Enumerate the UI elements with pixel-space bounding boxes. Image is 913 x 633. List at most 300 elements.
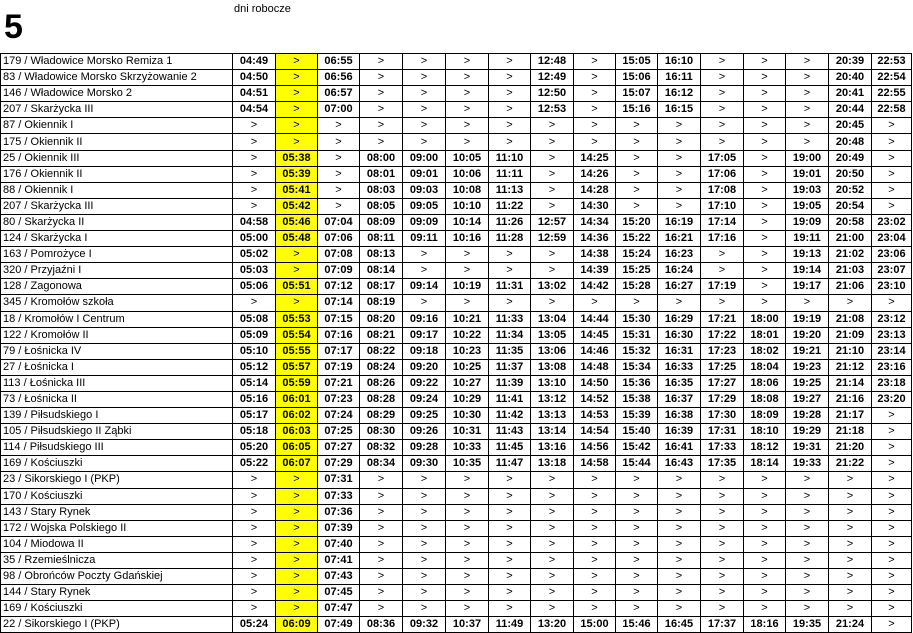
skipped-cell: >: [489, 585, 531, 601]
skipped-cell: >: [276, 552, 318, 568]
departure-time: 14:25: [574, 150, 616, 166]
departure-time: 23:12: [872, 311, 912, 327]
departure-time: 05:18: [233, 424, 276, 440]
skipped-cell: >: [829, 552, 872, 568]
skipped-cell: >: [276, 295, 318, 311]
departure-time: 14:38: [574, 247, 616, 263]
skipped-cell: >: [744, 198, 786, 214]
departure-time: 08:32: [360, 440, 403, 456]
skipped-cell: >: [872, 134, 912, 150]
skipped-cell: >: [531, 263, 574, 279]
departure-time: 23:20: [872, 391, 912, 407]
departure-time: 05:59: [276, 375, 318, 391]
departure-time: 11:33: [489, 311, 531, 327]
skipped-cell: >: [489, 536, 531, 552]
table-row: [1, 520, 912, 536]
skipped-cell: >: [872, 182, 912, 198]
departure-time: 06:01: [276, 391, 318, 407]
departure-time: 15:25: [616, 263, 658, 279]
skipped-cell: >: [701, 520, 744, 536]
departure-time: 20:45: [829, 118, 872, 134]
departure-time: 21:00: [829, 231, 872, 247]
table-row: [1, 472, 912, 488]
skipped-cell: >: [403, 520, 446, 536]
skipped-cell: >: [574, 54, 616, 70]
departure-time: 08:05: [360, 198, 403, 214]
stop-name: 73 / Łośnicka II: [1, 391, 233, 407]
timetable: [0, 53, 912, 633]
departure-time: 09:09: [403, 214, 446, 230]
table-row: [1, 247, 912, 263]
departure-time: 06:56: [318, 70, 360, 86]
skipped-cell: >: [701, 488, 744, 504]
departure-time: 09:03: [403, 182, 446, 198]
table-row: [1, 440, 912, 456]
skipped-cell: >: [446, 118, 489, 134]
departure-time: 06:07: [276, 456, 318, 472]
stop-name: 320 / Przyjaźni I: [1, 263, 233, 279]
departure-time: 15:31: [616, 327, 658, 343]
table-row: [1, 569, 912, 585]
departure-time: 20:39: [829, 54, 872, 70]
stop-name: 35 / Rzemieślnicza: [1, 552, 233, 568]
skipped-cell: >: [360, 569, 403, 585]
skipped-cell: >: [786, 569, 829, 585]
skipped-cell: >: [276, 520, 318, 536]
skipped-cell: >: [829, 488, 872, 504]
departure-time: 21:17: [829, 408, 872, 424]
skipped-cell: >: [531, 552, 574, 568]
skipped-cell: >: [233, 198, 276, 214]
skipped-cell: >: [489, 70, 531, 86]
departure-time: 20:54: [829, 198, 872, 214]
skipped-cell: >: [318, 134, 360, 150]
departure-time: 15:42: [616, 440, 658, 456]
departure-time: 09:11: [403, 231, 446, 247]
skipped-cell: >: [616, 182, 658, 198]
skipped-cell: >: [360, 536, 403, 552]
departure-time: 23:02: [872, 214, 912, 230]
departure-time: 17:29: [701, 391, 744, 407]
departure-time: 08:20: [360, 311, 403, 327]
skipped-cell: >: [701, 86, 744, 102]
departure-time: 21:06: [829, 279, 872, 295]
skipped-cell: >: [786, 134, 829, 150]
departure-time: 13:02: [531, 279, 574, 295]
skipped-cell: >: [574, 552, 616, 568]
skipped-cell: >: [744, 70, 786, 86]
departure-time: 11:45: [489, 440, 531, 456]
skipped-cell: >: [360, 134, 403, 150]
departure-time: 10:27: [446, 375, 489, 391]
skipped-cell: >: [446, 86, 489, 102]
skipped-cell: >: [616, 295, 658, 311]
skipped-cell: >: [403, 585, 446, 601]
departure-time: 05:03: [233, 263, 276, 279]
skipped-cell: >: [360, 70, 403, 86]
departure-time: 10:16: [446, 231, 489, 247]
departure-time: 17:14: [701, 214, 744, 230]
departure-time: 10:37: [446, 617, 489, 633]
departure-time: 17:16: [701, 231, 744, 247]
stop-name: 144 / Stary Rynek: [1, 585, 233, 601]
skipped-cell: >: [701, 247, 744, 263]
skipped-cell: >: [744, 263, 786, 279]
departure-time: 18:02: [744, 343, 786, 359]
stop-name: 105 / Piłsudskiego II Ząbki: [1, 424, 233, 440]
departure-time: 19:05: [786, 198, 829, 214]
skipped-cell: >: [233, 569, 276, 585]
skipped-cell: >: [403, 54, 446, 70]
departure-time: 08:34: [360, 456, 403, 472]
departure-time: 15:16: [616, 102, 658, 118]
skipped-cell: >: [658, 536, 701, 552]
stop-name: 18 / Kromołów I Centrum: [1, 311, 233, 327]
skipped-cell: >: [616, 150, 658, 166]
departure-time: 14:58: [574, 456, 616, 472]
table-row: [1, 327, 912, 343]
departure-time: 13:04: [531, 311, 574, 327]
skipped-cell: >: [233, 488, 276, 504]
skipped-cell: >: [403, 263, 446, 279]
skipped-cell: >: [658, 118, 701, 134]
departure-time: 05:16: [233, 391, 276, 407]
departure-time: 14:50: [574, 375, 616, 391]
departure-time: 15:44: [616, 456, 658, 472]
departure-time: 17:31: [701, 424, 744, 440]
departure-time: 15:22: [616, 231, 658, 247]
skipped-cell: >: [489, 295, 531, 311]
departure-time: 13:14: [531, 424, 574, 440]
table-row: [1, 118, 912, 134]
skipped-cell: >: [233, 134, 276, 150]
departure-time: 05:02: [233, 247, 276, 263]
departure-time: 07:12: [318, 279, 360, 295]
departure-time: 08:11: [360, 231, 403, 247]
departure-time: 12:48: [531, 54, 574, 70]
skipped-cell: >: [489, 247, 531, 263]
departure-time: 05:24: [233, 617, 276, 633]
skipped-cell: >: [574, 601, 616, 617]
departure-time: 19:29: [786, 424, 829, 440]
departure-time: 07:49: [318, 617, 360, 633]
table-row: [1, 54, 912, 70]
skipped-cell: >: [872, 569, 912, 585]
departure-time: 05:20: [233, 440, 276, 456]
skipped-cell: >: [276, 472, 318, 488]
skipped-cell: >: [829, 601, 872, 617]
departure-time: 20:44: [829, 102, 872, 118]
skipped-cell: >: [829, 536, 872, 552]
departure-time: 08:00: [360, 150, 403, 166]
table-row: [1, 182, 912, 198]
departure-time: 19:25: [786, 375, 829, 391]
skipped-cell: >: [489, 86, 531, 102]
skipped-cell: >: [872, 488, 912, 504]
departure-time: 07:47: [318, 601, 360, 617]
departure-time: 15:24: [616, 247, 658, 263]
departure-time: 22:54: [872, 70, 912, 86]
departure-time: 11:26: [489, 214, 531, 230]
departure-time: 08:26: [360, 375, 403, 391]
skipped-cell: >: [531, 295, 574, 311]
skipped-cell: >: [403, 102, 446, 118]
skipped-cell: >: [744, 214, 786, 230]
skipped-cell: >: [446, 569, 489, 585]
departure-time: 07:33: [318, 488, 360, 504]
departure-time: 11:22: [489, 198, 531, 214]
stop-name: 170 / Kościuszki: [1, 488, 233, 504]
departure-time: 22:58: [872, 102, 912, 118]
departure-time: 05:10: [233, 343, 276, 359]
skipped-cell: >: [318, 150, 360, 166]
departure-time: 16:33: [658, 359, 701, 375]
departure-time: 17:27: [701, 375, 744, 391]
departure-time: 07:41: [318, 552, 360, 568]
skipped-cell: >: [872, 472, 912, 488]
skipped-cell: >: [489, 552, 531, 568]
departure-time: 07:40: [318, 536, 360, 552]
skipped-cell: >: [403, 472, 446, 488]
line-number: 5: [4, 8, 23, 46]
departure-time: 11:41: [489, 391, 531, 407]
departure-time: 07:45: [318, 585, 360, 601]
skipped-cell: >: [489, 520, 531, 536]
stop-name: 175 / Okiennik II: [1, 134, 233, 150]
skipped-cell: >: [360, 552, 403, 568]
table-row: [1, 343, 912, 359]
departure-time: 12:59: [531, 231, 574, 247]
skipped-cell: >: [872, 585, 912, 601]
skipped-cell: >: [744, 247, 786, 263]
departure-time: 05:39: [276, 166, 318, 182]
departure-time: 09:28: [403, 440, 446, 456]
departure-time: 17:35: [701, 456, 744, 472]
departure-time: 11:37: [489, 359, 531, 375]
departure-time: 09:26: [403, 424, 446, 440]
departure-time: 08:19: [360, 295, 403, 311]
stop-name: 139 / Piłsudskiego I: [1, 408, 233, 424]
skipped-cell: >: [446, 263, 489, 279]
skipped-cell: >: [872, 424, 912, 440]
departure-time: 07:39: [318, 520, 360, 536]
skipped-cell: >: [403, 488, 446, 504]
departure-time: 08:13: [360, 247, 403, 263]
departure-time: 20:49: [829, 150, 872, 166]
departure-time: 07:09: [318, 263, 360, 279]
departure-time: 08:28: [360, 391, 403, 407]
departure-time: 04:49: [233, 54, 276, 70]
departure-time: 23:13: [872, 327, 912, 343]
departure-time: 13:13: [531, 408, 574, 424]
departure-time: 07:31: [318, 472, 360, 488]
skipped-cell: >: [786, 504, 829, 520]
table-row: [1, 375, 912, 391]
departure-time: 17:10: [701, 198, 744, 214]
departure-time: 05:53: [276, 311, 318, 327]
stop-name: 22 / Sikorskiego I (PKP): [1, 617, 233, 633]
departure-time: 11:47: [489, 456, 531, 472]
departure-time: 05:46: [276, 214, 318, 230]
skipped-cell: >: [658, 472, 701, 488]
departure-time: 09:30: [403, 456, 446, 472]
skipped-cell: >: [701, 472, 744, 488]
departure-time: 16:30: [658, 327, 701, 343]
departure-time: 11:11: [489, 166, 531, 182]
departure-time: 13:10: [531, 375, 574, 391]
skipped-cell: >: [744, 54, 786, 70]
departure-time: 11:10: [489, 150, 531, 166]
departure-time: 16:19: [658, 214, 701, 230]
departure-time: 07:08: [318, 247, 360, 263]
departure-time: 11:43: [489, 424, 531, 440]
skipped-cell: >: [276, 263, 318, 279]
skipped-cell: >: [744, 295, 786, 311]
departure-time: 14:52: [574, 391, 616, 407]
departure-time: 10:23: [446, 343, 489, 359]
stop-name: 176 / Okiennik II: [1, 166, 233, 182]
skipped-cell: >: [616, 134, 658, 150]
skipped-cell: >: [786, 102, 829, 118]
departure-time: 09:22: [403, 375, 446, 391]
table-row: [1, 585, 912, 601]
skipped-cell: >: [489, 102, 531, 118]
departure-time: 06:03: [276, 424, 318, 440]
skipped-cell: >: [658, 504, 701, 520]
departure-time: 05:48: [276, 231, 318, 247]
skipped-cell: >: [446, 295, 489, 311]
departure-time: 10:05: [446, 150, 489, 166]
skipped-cell: >: [658, 166, 701, 182]
departure-time: 14:34: [574, 214, 616, 230]
skipped-cell: >: [701, 585, 744, 601]
departure-time: 21:03: [829, 263, 872, 279]
skipped-cell: >: [701, 118, 744, 134]
skipped-cell: >: [616, 601, 658, 617]
skipped-cell: >: [233, 536, 276, 552]
departure-time: 04:51: [233, 86, 276, 102]
skipped-cell: >: [276, 536, 318, 552]
skipped-cell: >: [744, 166, 786, 182]
skipped-cell: >: [786, 295, 829, 311]
departure-time: 15:46: [616, 617, 658, 633]
departure-time: 14:36: [574, 231, 616, 247]
skipped-cell: >: [360, 86, 403, 102]
skipped-cell: >: [531, 569, 574, 585]
departure-time: 09:01: [403, 166, 446, 182]
departure-time: 07:04: [318, 214, 360, 230]
departure-time: 15:20: [616, 214, 658, 230]
departure-time: 10:21: [446, 311, 489, 327]
departure-time: 16:41: [658, 440, 701, 456]
departure-time: 06:02: [276, 408, 318, 424]
skipped-cell: >: [531, 166, 574, 182]
skipped-cell: >: [446, 585, 489, 601]
skipped-cell: >: [574, 134, 616, 150]
departure-time: 17:21: [701, 311, 744, 327]
departure-time: 09:14: [403, 279, 446, 295]
skipped-cell: >: [658, 182, 701, 198]
stop-name: 79 / Łośnicka IV: [1, 343, 233, 359]
departure-time: 13:20: [531, 617, 574, 633]
departure-time: 14:26: [574, 166, 616, 182]
skipped-cell: >: [446, 70, 489, 86]
stop-name: 172 / Wojska Polskiego II: [1, 520, 233, 536]
departure-time: 14:39: [574, 263, 616, 279]
skipped-cell: >: [701, 102, 744, 118]
skipped-cell: >: [744, 552, 786, 568]
skipped-cell: >: [658, 569, 701, 585]
departure-time: 08:14: [360, 263, 403, 279]
departure-time: 16:43: [658, 456, 701, 472]
departure-time: 20:41: [829, 86, 872, 102]
skipped-cell: >: [701, 263, 744, 279]
table-row: [1, 279, 912, 295]
departure-time: 09:24: [403, 391, 446, 407]
skipped-cell: >: [829, 585, 872, 601]
departure-time: 23:06: [872, 247, 912, 263]
skipped-cell: >: [403, 134, 446, 150]
skipped-cell: >: [616, 552, 658, 568]
departure-time: 19:17: [786, 279, 829, 295]
skipped-cell: >: [531, 198, 574, 214]
departure-time: 16:24: [658, 263, 701, 279]
departure-time: 14:53: [574, 408, 616, 424]
departure-time: 07:21: [318, 375, 360, 391]
skipped-cell: >: [276, 134, 318, 150]
skipped-cell: >: [531, 247, 574, 263]
departure-time: 08:29: [360, 408, 403, 424]
departure-time: 21:08: [829, 311, 872, 327]
skipped-cell: >: [403, 552, 446, 568]
stop-name: 169 / Kościuszki: [1, 456, 233, 472]
stop-name: 128 / Zagonowa: [1, 279, 233, 295]
departure-time: 19:35: [786, 617, 829, 633]
skipped-cell: >: [744, 520, 786, 536]
departure-time: 05:22: [233, 456, 276, 472]
departure-time: 05:09: [233, 327, 276, 343]
departure-time: 13:06: [531, 343, 574, 359]
departure-time: 15:06: [616, 70, 658, 86]
skipped-cell: >: [489, 263, 531, 279]
skipped-cell: >: [872, 552, 912, 568]
skipped-cell: >: [531, 118, 574, 134]
departure-time: 19:14: [786, 263, 829, 279]
departure-time: 14:45: [574, 327, 616, 343]
departure-time: 18:04: [744, 359, 786, 375]
skipped-cell: >: [403, 70, 446, 86]
stop-name: 163 / Pomrożyce I: [1, 247, 233, 263]
skipped-cell: >: [616, 585, 658, 601]
skipped-cell: >: [403, 247, 446, 263]
skipped-cell: >: [446, 134, 489, 150]
table-row: [1, 198, 912, 214]
departure-time: 07:25: [318, 424, 360, 440]
departure-time: 07:27: [318, 440, 360, 456]
skipped-cell: >: [574, 488, 616, 504]
skipped-cell: >: [489, 569, 531, 585]
departure-time: 09:05: [403, 198, 446, 214]
skipped-cell: >: [276, 488, 318, 504]
skipped-cell: >: [744, 504, 786, 520]
departure-time: 05:55: [276, 343, 318, 359]
departure-time: 10:19: [446, 279, 489, 295]
skipped-cell: >: [574, 70, 616, 86]
table-row: [1, 86, 912, 102]
departure-time: 15:40: [616, 424, 658, 440]
departure-time: 20:52: [829, 182, 872, 198]
departure-time: 07:06: [318, 231, 360, 247]
